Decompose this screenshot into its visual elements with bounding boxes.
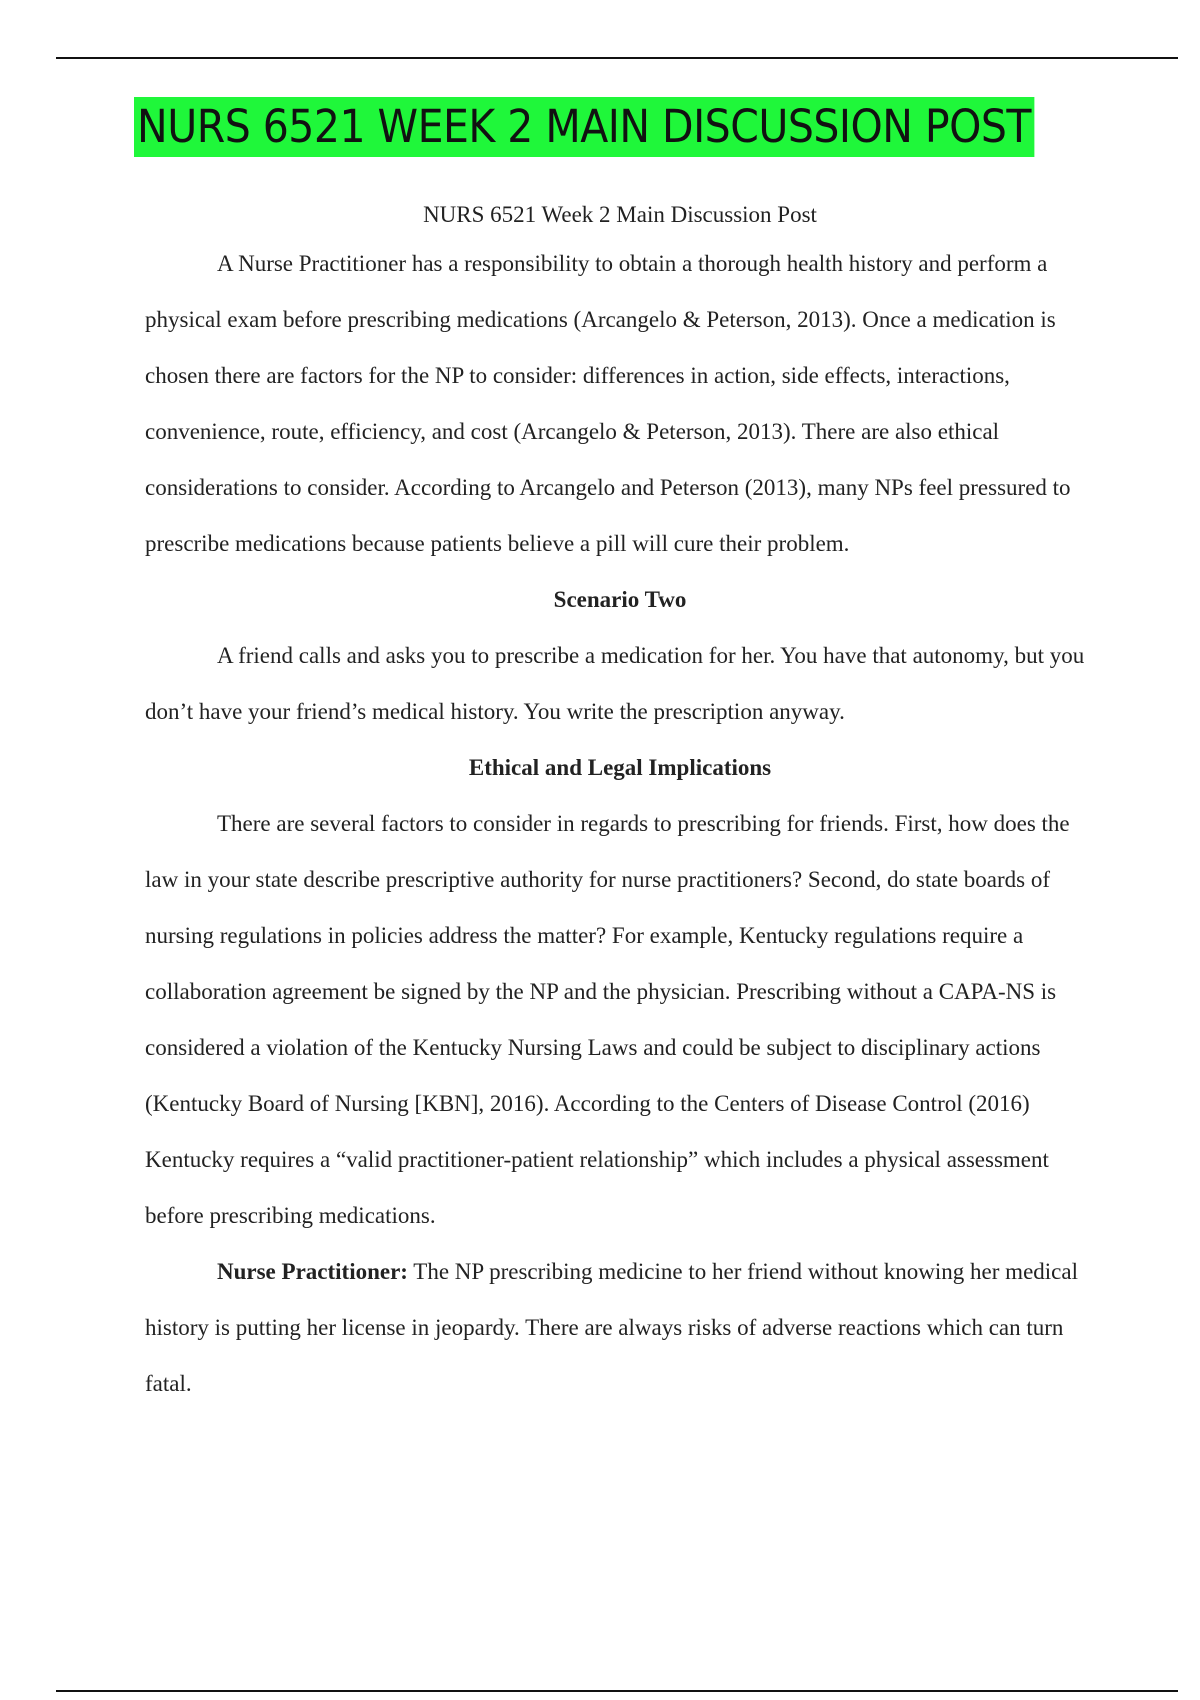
np-text: The NP prescribing medicine to her friend without knowing her medical history is putting her license in jeopardy. There are always risks of adverse reactions which can turn fatal. [145,1259,1078,1396]
banner-title: NURS 6521 WEEK 2 MAIN DISCUSSION POST [134,97,1034,157]
np-label: Nurse Practitioner: [217,1259,408,1284]
scenario-heading: Scenario Two [553,587,687,612]
intro-paragraph: A Nurse Practitioner has a responsibility to obtain a thorough health history and perform a physical exam before prescribing medications (Arcangelo & Peterson, 2013). Once a medication is chosen there are factors for the NP to consider: differences in action, side effects, interactions, convenience, route, efficiency, and cost (Arcangelo & Peterson, 2013). There are also ethical considerations to consider. According to Arcangelo and Peterson (2013), many NPs feel pressured to prescribe medications because patients believe a pill will cure their problem. [145,251,1071,556]
ethics-paragraph: There are several factors to consider in regards to prescribing for friends. First, how does the law in your state describe prescriptive authority for nurse practitioners? Second, do state boards of nursing regulations in policies address the matter? For example, Kentucky regulations require a collaboration agreement be signed by the NP and the physician. Prescribing without a CAPA-NS is considered a violation of the Kentucky Nursing Laws and could be subject to disciplinary actions (Kentucky Board of Nursing [KBN], 2016). According to the Centers of Disease Control (2016) Kentucky requires a “valid practitioner-patient relationship” which includes a physical assessment before prescribing medications. [145,811,1070,1228]
np-paragraph [145,1244,1095,1412]
top-rule [56,57,1178,59]
scenario-paragraph: A friend calls and asks you to prescribe a medication for her. You have that autonomy, but you don’t have your friend’s medical history. You write the prescription anyway. [145,643,1085,724]
document-body [145,196,1095,1412]
document-subtitle: NURS 6521 Week 2 Main Discussion Post [423,202,817,227]
ethics-heading: Ethical and Legal Implications [468,755,772,780]
bottom-rule [56,1690,1178,1692]
title-banner [134,97,1031,157]
